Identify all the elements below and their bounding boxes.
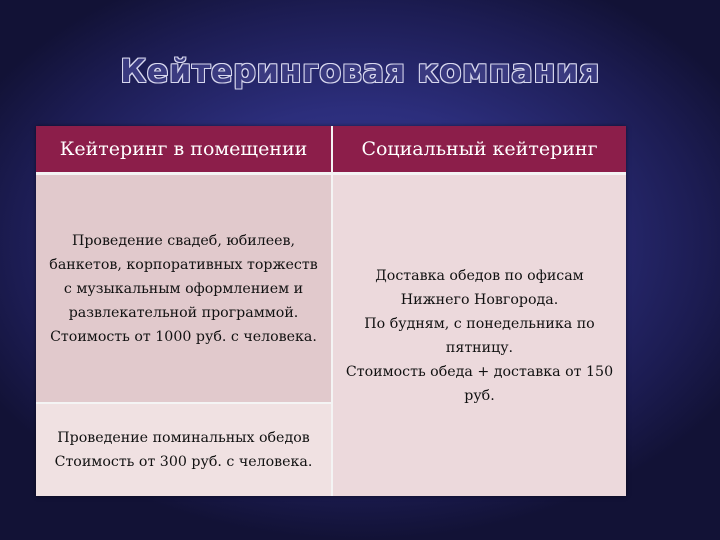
text-line: Нижнего Новгорода. xyxy=(400,291,559,308)
catering-table xyxy=(36,126,626,496)
text-line: Стоимость от 1000 руб. с человека. xyxy=(50,328,317,345)
text-line: Доставка обедов по офисам xyxy=(375,267,584,284)
text-line: Проведение свадеб, юбилеев, xyxy=(71,232,296,249)
text-line: Стоимость от 300 руб. с человека. xyxy=(54,454,313,470)
cell-indoor-events xyxy=(36,175,331,402)
text-line: руб. xyxy=(464,387,495,404)
slide-title: Кейтеринговая компания xyxy=(120,52,600,90)
column-divider xyxy=(331,126,333,496)
text-line: По будням, с понедельника по xyxy=(364,315,595,332)
text-line: банкетов, корпоративных торжеств xyxy=(49,256,318,273)
cell-social-catering xyxy=(333,175,626,496)
row-divider xyxy=(36,402,331,404)
text-line: пятницу. xyxy=(445,339,514,356)
header-indoor-catering: Кейтеринг в помещении xyxy=(36,126,331,175)
header-social-catering: Социальный кейтеринг xyxy=(333,126,626,175)
text-line: Проведение поминальных обедов xyxy=(57,430,310,446)
text-line: развлекательной программой. xyxy=(68,304,299,321)
text-line: Стоимость обеда + доставка от 150 xyxy=(345,363,614,380)
cell-memorial-dinners xyxy=(36,404,331,496)
text-line: с музыкальным оформлением и xyxy=(63,280,304,297)
